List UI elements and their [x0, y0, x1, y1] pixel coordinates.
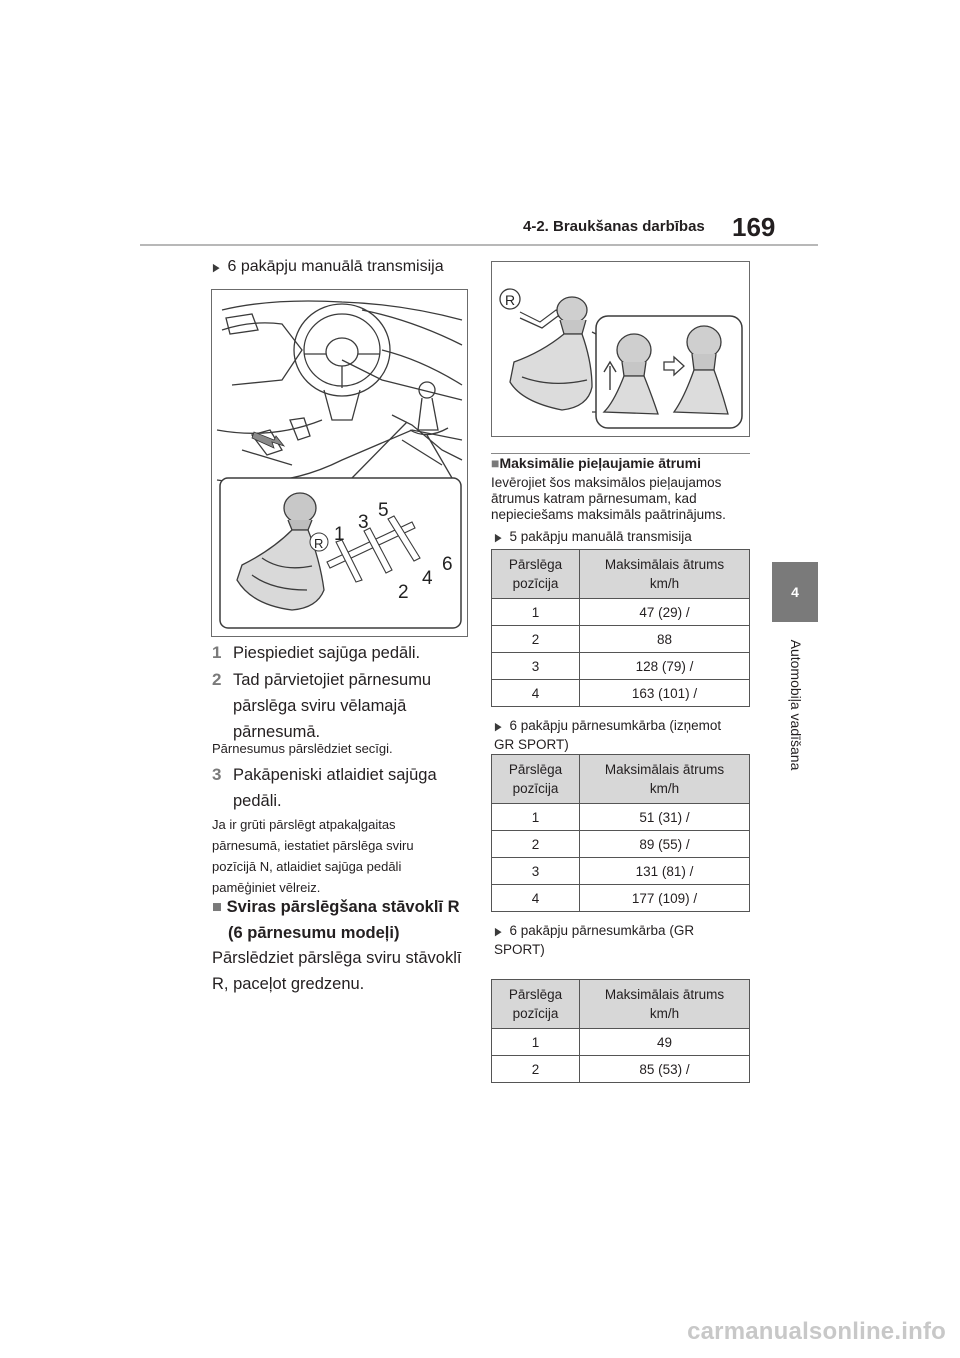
triangle-bullet-icon: ▶ [212, 262, 220, 274]
table-row: 4 177 (109) / [492, 885, 750, 912]
column-header-speed: Maksimālais ātrums km/h [580, 755, 750, 804]
triangle-bullet-icon: ▶ [494, 532, 502, 544]
step-text: Piespiediet sajūga pedāli. [233, 644, 421, 662]
table-3-title: ▶ 6 pakāpju pārnesumkārba (GR SPORT) [494, 923, 695, 957]
table-row: 1 47 (29) / [492, 599, 750, 626]
gear-label-6: 6 [442, 554, 453, 575]
left-heading: ▶ 6 pakāpju manuālā transmisija [212, 258, 444, 275]
site-watermark: carmanualsonline.info [687, 1318, 946, 1345]
subheading-shift-r: ■ Sviras pārslēgšana stāvoklī R (6 pārnesumu modeļi) [212, 898, 460, 942]
column-header-speed: Maksimālais ātrums km/h [580, 980, 750, 1029]
paragraph-shift-r: Pārslēdziet pārslēga sviru stāvoklī R, paceļot gredzenu. [212, 949, 462, 993]
speed-table-5mt [491, 549, 750, 707]
chapter-number: 4 [791, 584, 799, 600]
table-2-title: ▶ 6 pakāpju pārnesumkārba (izņemot GR SPORT) [494, 718, 722, 752]
table-1-title: ▶ 5 pakāpju manuālā transmisija [494, 528, 692, 547]
reverse-shift-figure [491, 261, 750, 437]
column-header-position: Pārslēga pozīcija [492, 550, 580, 599]
reverse-label: R [505, 292, 516, 308]
gear-label-3: 3 [358, 512, 369, 533]
step-1 [212, 640, 472, 666]
step-2: 2 Tad pārvietojiet pārnesumu pārslēga sviru vēlamajā pārnesumā. [212, 670, 432, 741]
chapter-tab [772, 562, 818, 622]
car-interior-illustration [212, 290, 467, 636]
gear-label-4: 4 [422, 568, 433, 589]
section-title: 4-2. Braukšanas darbības [523, 218, 705, 235]
speed-table-6mt-gr-sport [491, 979, 750, 1083]
note-reverse: Ja ir grūti pārslēgt atpakaļgaitas pārnesumā, iestatiet pārslēga sviru pozīcijā N, atlaidiet sajūga pedāli pamēģiniet vēlreiz. [212, 817, 414, 895]
table-row: 1 49 [492, 1029, 750, 1056]
table-row: 3 128 (79) / [492, 653, 750, 680]
reverse-lever-illustration [492, 262, 749, 436]
gear-label-2: 2 [398, 582, 409, 603]
page-number: 169 [732, 212, 776, 242]
step-number: 1 [212, 643, 222, 662]
table-row: 4 163 (101) / [492, 680, 750, 707]
table-row: 2 89 (55) / [492, 831, 750, 858]
step-number: 2 [212, 670, 222, 689]
table-row: 2 85 (53) / [492, 1056, 750, 1083]
gear-label-1: 1 [334, 524, 345, 545]
column-header-position: Pārslēga pozīcija [492, 980, 580, 1029]
gear-label-5: 5 [378, 500, 389, 521]
intro-max-speeds: Ievērojiet šos maksimālos pieļaujamos ātrumus katram pārnesumam, kad nepieciešams maksimāls paātrinājums. [491, 475, 726, 522]
subheading-max-speeds: ■Maksimālie pieļaujamie ātrumi [491, 455, 701, 471]
column-header-position: Pārslēga pozīcija [492, 755, 580, 804]
column-header-speed: Maksimālais ātrums km/h [580, 550, 750, 599]
triangle-bullet-icon: ▶ [494, 721, 502, 733]
header-divider [140, 244, 818, 246]
gear-label-r: R [314, 536, 324, 551]
table-row: 1 51 (31) / [492, 804, 750, 831]
speed-table-6mt [491, 754, 750, 912]
square-bullet-icon: ■ [212, 898, 222, 916]
manual-transmission-figure [211, 289, 468, 637]
step-3: 3 Pakāpeniski atlaidiet sajūga pedāli. [212, 765, 437, 810]
table-row: 2 88 [492, 626, 750, 653]
section-divider [491, 453, 750, 454]
note-sequential: Pārnesumus pārslēdziet secīgi. [212, 741, 393, 756]
square-bullet-icon: ■ [491, 455, 500, 471]
step-number: 3 [212, 765, 222, 784]
triangle-bullet-icon: ▶ [494, 926, 502, 938]
chapter-title: Automobiļa vadīšana [788, 639, 804, 771]
table-row: 3 131 (81) / [492, 858, 750, 885]
